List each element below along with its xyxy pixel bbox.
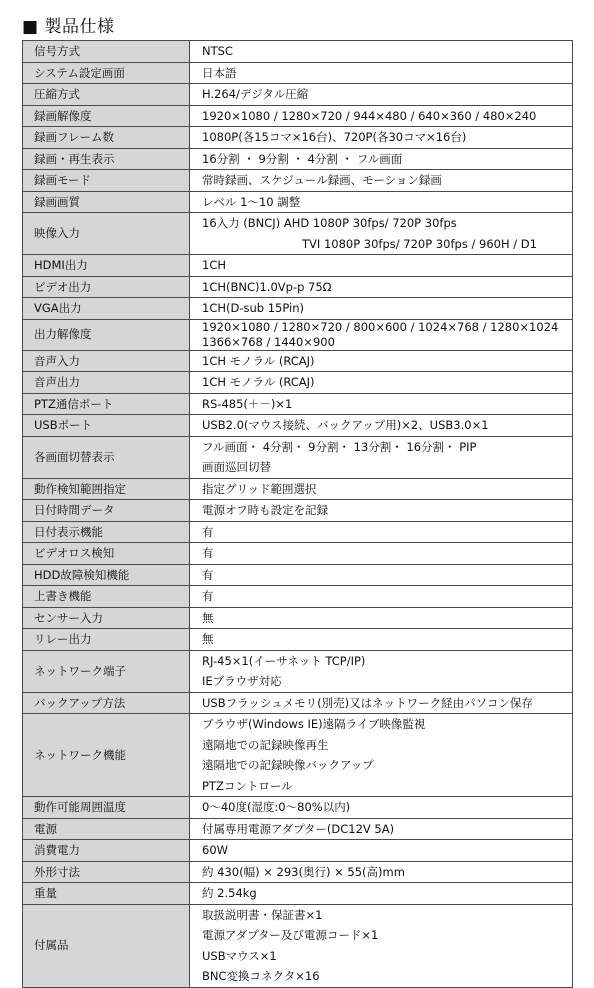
- spec-value: [190, 84, 573, 106]
- spec-table: [22, 40, 573, 988]
- spec-value-line: 16入力 (BNCJ) AHD 1080P 30fps/ 720P 30fps: [202, 216, 457, 230]
- spec-value: [190, 818, 573, 840]
- spec-value-line: 取扱説明書・保証書×1: [202, 907, 323, 922]
- spec-row: [23, 586, 573, 608]
- spec-row: [23, 883, 573, 905]
- spec-value: [190, 191, 573, 213]
- spec-label: 動作可能周囲温度: [23, 797, 190, 819]
- spec-value: [190, 436, 573, 478]
- spec-row: [23, 629, 573, 651]
- spec-value-line: 約 430(幅) × 293(奥行) × 55(高)mm: [202, 864, 405, 879]
- spec-value-line: BNC変換コネクタ×16: [202, 969, 320, 983]
- spec-label: HDD故障検知機能: [23, 564, 190, 586]
- spec-value: [190, 276, 573, 298]
- spec-label: 電源: [23, 818, 190, 840]
- spec-label: システム設定画面: [23, 62, 190, 84]
- spec-value-line: 約 2.54kg: [202, 886, 257, 900]
- spec-value-line: 遠隔地での記録映像再生: [202, 737, 329, 752]
- spec-value-line: 1920×1080 / 1280×720 / 944×480 / 640×360 / 480×240: [202, 108, 537, 123]
- spec-row: [23, 127, 573, 149]
- section-heading: ■ 製品仕様: [22, 17, 115, 37]
- spec-value: [190, 170, 573, 192]
- spec-row: [23, 170, 573, 192]
- spec-label: 重量: [23, 883, 190, 905]
- spec-value-line: 1366×768 / 1440×900: [202, 334, 335, 349]
- spec-row: [23, 840, 573, 862]
- spec-value-line: RJ-45×1(イーサネット TCP/IP): [202, 653, 366, 668]
- spec-value-line: 1CH(D-sub 15Pin): [202, 301, 305, 315]
- spec-value-line: 有: [202, 546, 214, 560]
- spec-value-line: 1080P(各15コマ×16台)、720P(各30コマ×16台): [202, 130, 467, 144]
- spec-label: 圧縮方式: [23, 84, 190, 106]
- spec-row: [23, 319, 573, 350]
- spec-row: [23, 650, 573, 692]
- spec-value: [190, 148, 573, 170]
- spec-value: [190, 127, 573, 149]
- spec-value: [190, 298, 573, 320]
- spec-label: 音声入力: [23, 350, 190, 372]
- spec-value-line: 無: [202, 610, 214, 625]
- spec-row: [23, 607, 573, 629]
- spec-value-line: 遠隔地での記録映像バックアップ: [202, 758, 374, 772]
- spec-label: 信号方式: [23, 41, 190, 63]
- spec-row: [23, 148, 573, 170]
- spec-label: 付属品: [23, 904, 190, 987]
- spec-value: [190, 213, 573, 255]
- spec-value-line: 画面巡回切替: [202, 460, 271, 474]
- spec-row: [23, 191, 573, 213]
- spec-value: [190, 393, 573, 415]
- spec-value-line: USB2.0(マウス接続、バックアップ用)×2、USB3.0×1: [202, 418, 489, 432]
- spec-value-line: 60W: [202, 843, 229, 857]
- spec-label: USBポート: [23, 415, 190, 437]
- spec-value: [190, 564, 573, 586]
- spec-value-line: 日本語: [202, 65, 237, 80]
- spec-value: [190, 521, 573, 543]
- spec-value-line: 1CH モノラル (RCAJ): [202, 353, 315, 368]
- spec-value: [190, 883, 573, 905]
- spec-value-line: 16分割 ・ 9分割 ・ 4分割 ・ フル画面: [202, 151, 403, 166]
- spec-row: [23, 41, 573, 63]
- spec-value-line: NTSC: [202, 44, 233, 58]
- spec-row: [23, 350, 573, 372]
- spec-label: 音声出力: [23, 372, 190, 394]
- spec-row: [23, 62, 573, 84]
- spec-value-line: H.264/デジタル圧縮: [202, 87, 309, 101]
- spec-row: [23, 298, 573, 320]
- spec-value: [190, 41, 573, 63]
- spec-value-line: フル画面・ 4分割・ 9分割・ 13分割・ 16分割・ PIP: [202, 439, 477, 454]
- spec-value-line: RS-485(＋－)×1: [202, 396, 293, 411]
- spec-value: [190, 904, 573, 987]
- spec-value-line: 1CH モノラル (RCAJ): [202, 375, 315, 389]
- spec-label: 録画解像度: [23, 105, 190, 127]
- spec-value-line: 無: [202, 632, 214, 646]
- spec-value: [190, 319, 573, 350]
- spec-value: [190, 478, 573, 500]
- spec-value: [190, 500, 573, 522]
- spec-value: [190, 105, 573, 127]
- spec-value: [190, 255, 573, 277]
- spec-value: [190, 607, 573, 629]
- spec-value-line: 有: [202, 567, 214, 582]
- spec-label: ネットワーク端子: [23, 650, 190, 692]
- spec-value-line: 1CH(BNC)1.0Vp-p 75Ω: [202, 279, 332, 294]
- spec-value: [190, 714, 573, 797]
- spec-label: 録画画質: [23, 191, 190, 213]
- spec-value: [190, 797, 573, 819]
- spec-row: [23, 105, 573, 127]
- spec-label: 日付表示機能: [23, 521, 190, 543]
- spec-value-line: 有: [202, 524, 214, 539]
- spec-label: ビデオロス検知: [23, 543, 190, 565]
- spec-value-line: 1CH: [202, 258, 226, 272]
- spec-row: [23, 415, 573, 437]
- spec-label: 上書き機能: [23, 586, 190, 608]
- spec-value-line: IEブラウザ対応: [202, 674, 282, 688]
- spec-label: 出力解像度: [23, 319, 190, 350]
- spec-value-line: 有: [202, 589, 214, 603]
- spec-label: 録画フレーム数: [23, 127, 190, 149]
- spec-row: [23, 904, 573, 987]
- spec-row: [23, 521, 573, 543]
- spec-value: [190, 861, 573, 883]
- spec-row: [23, 213, 573, 255]
- spec-row: [23, 692, 573, 714]
- spec-label: PTZ通信ポート: [23, 393, 190, 415]
- spec-label: 動作検知範囲指定: [23, 478, 190, 500]
- spec-row: [23, 714, 573, 797]
- spec-label: 映像入力: [23, 213, 190, 255]
- spec-label: リレー出力: [23, 629, 190, 651]
- spec-value: [190, 350, 573, 372]
- spec-value-line: 1920×1080 / 1280×720 / 800×600 / 1024×768 / 1280×1024: [202, 319, 559, 334]
- spec-row: [23, 84, 573, 106]
- spec-value-line: 電源アダプター及び電源コード×1: [202, 928, 379, 942]
- spec-row: [23, 372, 573, 394]
- spec-label: 録画モード: [23, 170, 190, 192]
- spec-value-line: ブラウザ(Windows IE)遠隔ライブ映像監視: [202, 717, 426, 731]
- spec-value-line: TVI 1080P 30fps/ 720P 30fps / 960H / D1: [302, 236, 537, 251]
- spec-label: 録画・再生表示: [23, 148, 190, 170]
- spec-row: [23, 500, 573, 522]
- spec-row: [23, 276, 573, 298]
- spec-row: [23, 861, 573, 883]
- spec-row: [23, 797, 573, 819]
- spec-label: ビデオ出力: [23, 276, 190, 298]
- spec-label: HDMI出力: [23, 255, 190, 277]
- spec-value-line: レベル 1～10 調整: [202, 194, 301, 209]
- spec-row: [23, 478, 573, 500]
- spec-value: [190, 415, 573, 437]
- spec-value-line: PTZコントロール: [202, 778, 293, 793]
- spec-value: [190, 543, 573, 565]
- spec-label: 外形寸法: [23, 861, 190, 883]
- spec-row: [23, 818, 573, 840]
- spec-label: 各画面切替表示: [23, 436, 190, 478]
- spec-value-line: 指定グリッド範囲選択: [202, 481, 317, 496]
- spec-label: VGA出力: [23, 298, 190, 320]
- spec-row: [23, 393, 573, 415]
- spec-value-line: USBフラッシュメモリ(別売)又はネットワーク経由パソコン保存: [202, 695, 533, 710]
- spec-value: [190, 840, 573, 862]
- spec-value: [190, 586, 573, 608]
- spec-value: [190, 629, 573, 651]
- spec-value-line: 0～40度(湿度:0～80%以内): [202, 800, 351, 814]
- spec-value-line: 常時録画、スケジュール録画、モーション録画: [202, 173, 442, 187]
- spec-row: [23, 564, 573, 586]
- spec-value-line: 付属専用電源アダプター(DC12V 5A): [202, 821, 395, 836]
- spec-value: [190, 650, 573, 692]
- spec-row: [23, 543, 573, 565]
- spec-row: [23, 255, 573, 277]
- spec-label: バックアップ方法: [23, 692, 190, 714]
- spec-value: [190, 692, 573, 714]
- spec-label: 消費電力: [23, 840, 190, 862]
- spec-row: [23, 436, 573, 478]
- spec-label: 日付時間データ: [23, 500, 190, 522]
- spec-value-line: USBマウス×1: [202, 948, 277, 963]
- spec-value-line: 電源オフ時も設定を記録: [202, 503, 329, 517]
- spec-value: [190, 372, 573, 394]
- spec-label: ネットワーク機能: [23, 714, 190, 797]
- spec-label: センサー入力: [23, 607, 190, 629]
- spec-value: [190, 62, 573, 84]
